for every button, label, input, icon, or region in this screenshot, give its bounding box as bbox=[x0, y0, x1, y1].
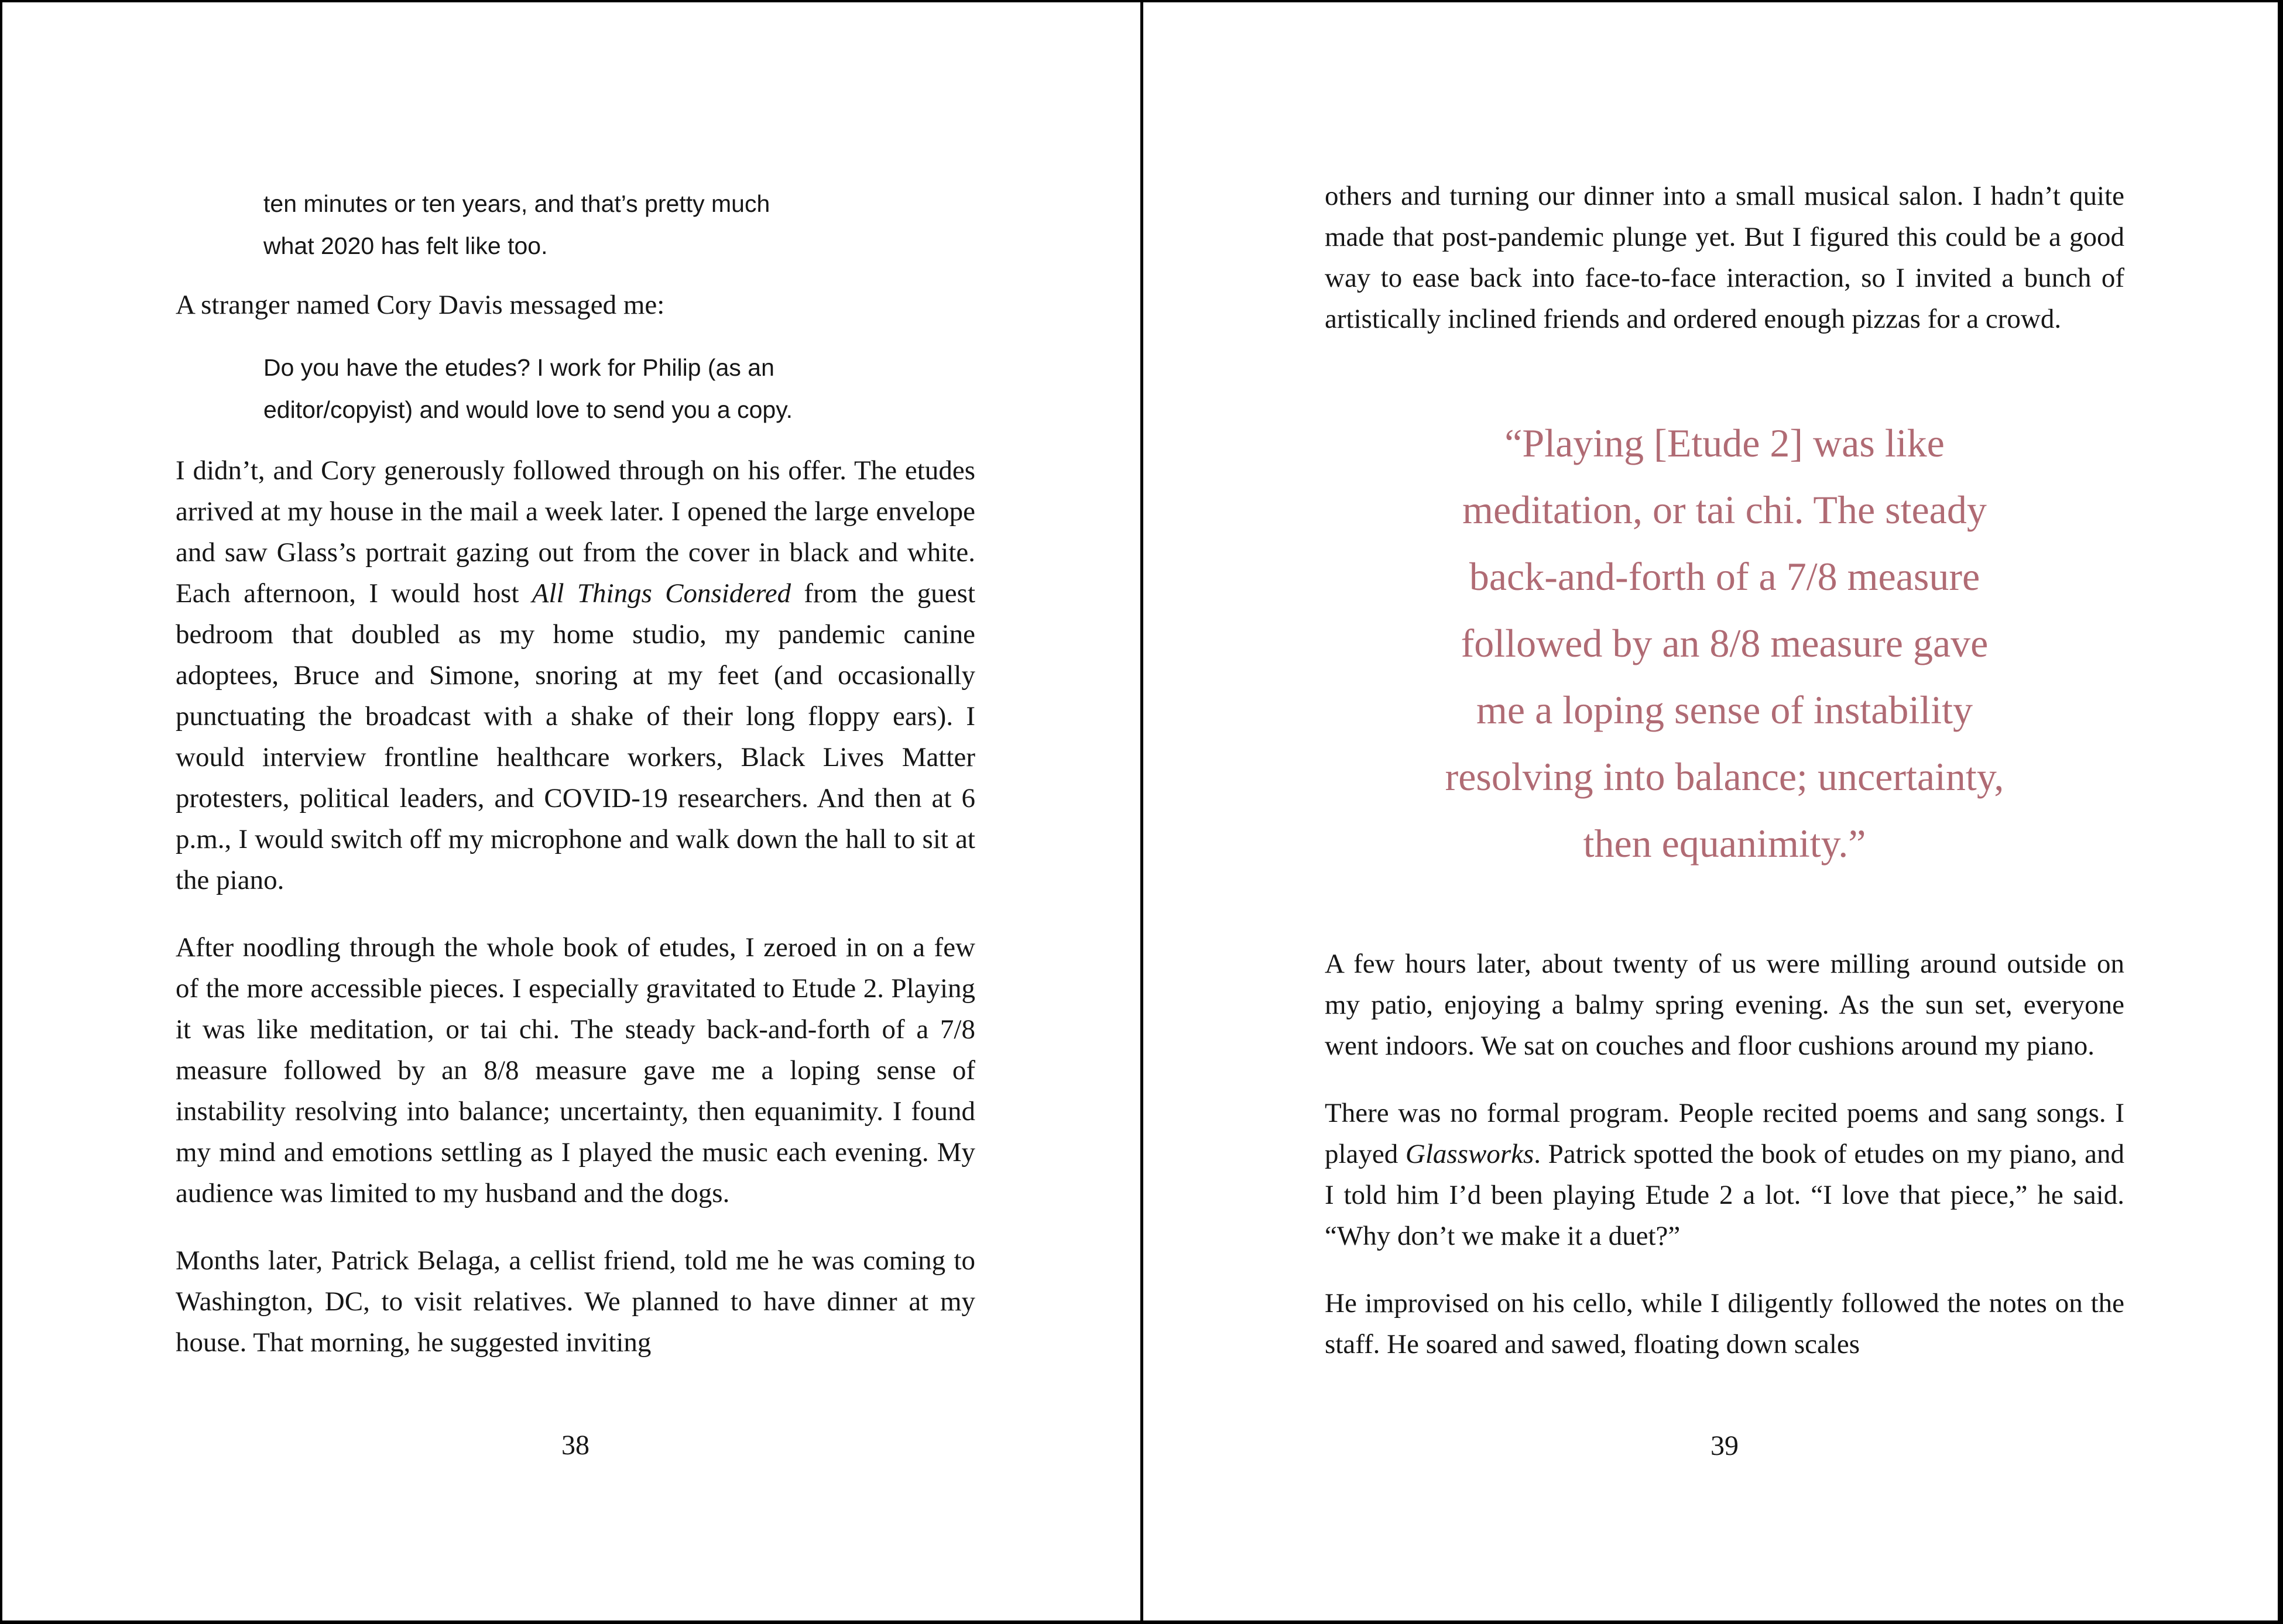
paragraph-musical-salon: others and turning our dinner into a small musical salon. I hadn’t quite made that post-pandemic plunge yet. But I figured this could be a good way to ease back into face-to-face interaction, so I invited a bunch of artistically inclined friends and ordered enough pizzas for a crowd. bbox=[1325, 181, 2124, 334]
paragraph-text: I didn’t, and Cory generously followed through on his offer. The etudes arrived at my house in the mail a week later. I opened the large envelope and saw Glass’s portrait gazing out from the cover in black and white. Each afternoon, I would host bbox=[176, 455, 975, 609]
paragraph-cello-improv: He improvised on his cello, while I diligently followed the notes on the staff. He soared and sawed, floating down scales bbox=[1325, 1288, 2124, 1359]
blockquote-line: ten minutes or ten years, and that’s pretty much bbox=[263, 190, 770, 217]
blockquote-line: what 2020 has felt like too. bbox=[263, 232, 548, 259]
pull-quote-line: resolving into balance; uncertainty, bbox=[1445, 754, 2004, 799]
pull-quote-line: meditation, or tai chi. The steady bbox=[1462, 487, 1987, 532]
paragraph-etudes-arrive bbox=[176, 450, 975, 901]
paragraph-text: There was no formal program. People recited poems and sang songs. I played bbox=[1325, 1098, 2124, 1169]
page-gutter-divider bbox=[1140, 0, 1143, 1624]
blockquote-chat-1 bbox=[176, 183, 975, 267]
italic-title-all-things-considered: All Things Considered bbox=[532, 578, 791, 609]
pull-quote-line: followed by an 8/8 measure gave bbox=[1461, 621, 1989, 665]
italic-title-glassworks: Glassworks bbox=[1405, 1139, 1534, 1169]
page-right bbox=[1325, 176, 2124, 1460]
paragraph-patrick-visit: Months later, Patrick Belaga, a cellist friend, told me he was coming to Washington, DC, to visit relatives. We planned to have dinner at my house. That morning, he suggested inviting bbox=[176, 1245, 975, 1358]
pull-quote-line: then equanimity.” bbox=[1583, 821, 1866, 866]
paragraph-text: . Patrick spotted the book of etudes on my piano, and I told him I’d been playing Etude 2 a lot. “I love that piece,” he said. “Why don’t we make it a duet?” bbox=[1325, 1139, 2125, 1251]
pull-quote-line: me a loping sense of instability bbox=[1476, 688, 1973, 732]
paragraph-text: from the guest bedroom that doubled as my home studio, my pandemic canine adoptees, Bruce and Simone, snoring at my feet (and occasionally punctuating the broadcast with a shake of their long floppy ears). I would interview frontline healthcare workers, Black Lives Matter protesters, political leaders, and COVID-19 researchers. And then at 6 p.m., I would switch off my microphone and walk down the hall to sit at the piano. bbox=[176, 578, 976, 895]
pull-quote bbox=[1325, 410, 2124, 877]
paragraph-intro: A stranger named Cory Davis messaged me: bbox=[176, 290, 665, 320]
page-left bbox=[176, 183, 975, 1460]
blockquote-chat-2 bbox=[176, 346, 975, 431]
paragraph-patio-evening: A few hours later, about twenty of us were milling around outside on my patio, enjoying a balmy spring evening. As the sun set, everyone went indoors. We sat on couches and floor cushions around my piano. bbox=[1325, 949, 2124, 1061]
blockquote-line: editor/copyist) and would love to send you a copy. bbox=[263, 396, 793, 423]
blockquote-line: Do you have the etudes? I work for Philip (as an bbox=[263, 354, 774, 381]
paragraph-no-formal-program bbox=[1325, 1093, 2124, 1256]
pull-quote-line: back-and-forth of a 7/8 measure bbox=[1469, 554, 1980, 599]
page-number-right: 39 bbox=[1710, 1430, 1739, 1461]
paragraph-etude-2: After noodling through the whole book of etudes, I zeroed in on a few of the more accessible pieces. I especially gravitated to Etude 2. Playing it was like meditation, or tai chi. The steady back-and-forth of a 7/8 measure followed by an 8/8 measure gave me a loping sense of instability resolving into balance; uncertainty, then equanimity. I found my mind and emotions settling as I played the music each evening. My audience was limited to my husband and the dogs. bbox=[176, 932, 975, 1208]
page-number-left: 38 bbox=[561, 1430, 589, 1461]
pull-quote-line: “Playing [Etude 2] was like bbox=[1504, 421, 1945, 465]
